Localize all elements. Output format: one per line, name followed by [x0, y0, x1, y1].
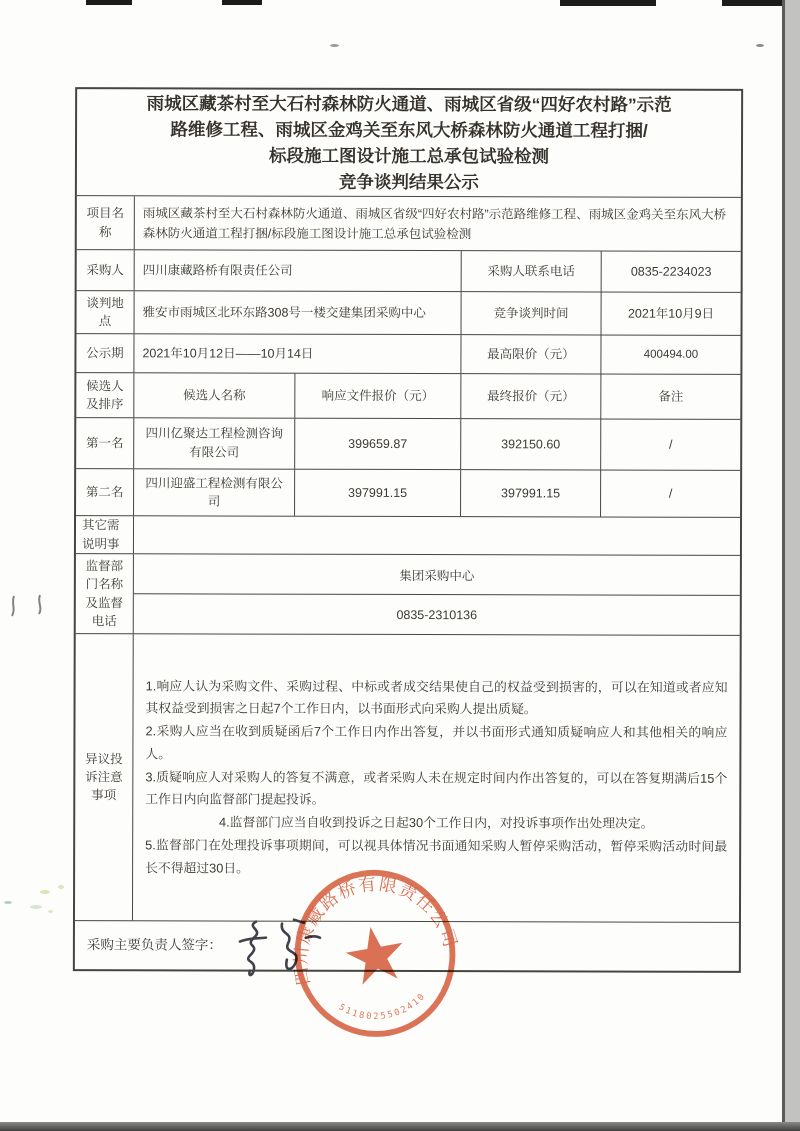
- supervision-phone: 0835-2310136: [396, 607, 478, 622]
- candidate-name: 四川亿聚达工程检测咨询有限公司: [134, 418, 295, 468]
- candidate-rank: 第一名: [76, 418, 134, 468]
- purchaser-phone-value: 0835-2234023: [630, 264, 712, 279]
- row-purchaser: [77, 250, 741, 293]
- supervision-department: 集团采购中心: [134, 554, 740, 596]
- title-line: 标段施工图设计施工总承包试验检测: [268, 145, 550, 167]
- scan-speck: [4, 901, 12, 904]
- objection-label: 异议投诉注意事项: [75, 634, 134, 920]
- candidate-final-price: 392150.60: [461, 419, 601, 469]
- announcement-table: [73, 87, 743, 973]
- row-candidates-header: [76, 373, 740, 420]
- scan-speck: [30, 905, 42, 909]
- objection-item: 2.采购人应当在收到质疑函后7个工作日内作出答复，并以书面形式通知质疑响应人和其他相关的响应人。: [145, 723, 728, 762]
- col-header-final-price: 最终报价（元）: [461, 374, 601, 418]
- scan-speck: [58, 885, 64, 889]
- margin-pen-mark: [6, 592, 56, 622]
- scan-speck: [48, 910, 53, 913]
- max-price-label: 最高限价（元）: [461, 335, 601, 373]
- negotiation-place-value: 雅安市雨城区北环东路308号一楼交建集团采购中心: [135, 291, 462, 334]
- project-name-value: 雨城区藏茶村至大石村森林防火通道、雨城区省级“四好农村路”示范路维修工程、雨城区金鸡关至东风大桥森林防火通道工程打捆/标段施工图设计施工总承包试验检测: [142, 205, 727, 241]
- objection-item: 5.监督部门在处理投诉事项期间，可以视具体情况书面通知采购人暂停采购活动，暂停采购活动时间最长不得超过30日。: [145, 837, 728, 876]
- publicity-label: 公示期: [76, 334, 134, 372]
- paper-bottom-edge: [0, 1122, 800, 1131]
- scan-speck: [330, 44, 339, 47]
- row-other-notes: [76, 516, 740, 556]
- candidate-bid-price: 399659.87: [295, 419, 461, 469]
- company-seal: [277, 853, 473, 1054]
- negotiation-time-label: 竞争谈判时间: [462, 292, 602, 334]
- candidate-rank: 第二名: [76, 469, 134, 515]
- row-project-name: [77, 196, 741, 252]
- scan-edge-artifact: [722, 0, 782, 6]
- candidate-name: 四川迎盛工程检测有限公司: [134, 469, 295, 515]
- supervision-values: [134, 554, 740, 635]
- scan-edge-artifact: [222, 0, 262, 5]
- col-header-note: 备注: [658, 389, 684, 404]
- candidate-note: /: [668, 486, 673, 501]
- max-price-value: 400494.00: [643, 348, 699, 361]
- scan-edge-artifact: [86, 0, 132, 5]
- purchaser-value: 四川康藏路桥有限责任公司: [135, 250, 462, 291]
- candidate-bid-price: 397991.15: [295, 470, 461, 516]
- title-line: 雨城区藏茶村至大石村森林防火通道、雨城区省级“四好农村路”示范: [146, 93, 672, 115]
- other-notes-label: 其它需说明事: [76, 516, 134, 553]
- purchaser-phone-label: 采购人联系电话: [462, 251, 602, 291]
- seal-company-text: 四川康藏路桥有限责任公司: [290, 873, 462, 987]
- scan-background: [785, 0, 800, 1131]
- seal-star: [342, 922, 408, 987]
- row-publicity: [76, 334, 740, 375]
- row-negotiation: [77, 291, 741, 336]
- objection-item: 1.响应人认为采购文件、采购过程、中标或者成交结果使自己的权益受到损害的，可以在知道或者应知其权益受到损害之日起7个工作日内，以书面形式向采购人提出质疑。: [145, 677, 728, 717]
- purchaser-label: 采购人: [77, 250, 135, 290]
- row-supervision: [76, 554, 740, 636]
- objection-item: 4.监督部门应当自收到投诉之日起30个工作日内，对投诉事项作出处理决定。: [218, 814, 654, 831]
- title-line: 竞争谈判结果公示: [338, 171, 479, 193]
- document-title: [77, 89, 741, 198]
- title-line: 路维修工程、雨城区金鸡关至东风大桥森林防火通道工程打捆/: [170, 119, 648, 141]
- seal-code-text: 5118025502410: [336, 990, 429, 1023]
- project-name-label: 项目名称: [77, 196, 135, 249]
- col-header-candidate-name: 候选人名称: [134, 373, 295, 417]
- candidates-label: 候选人及排序: [76, 373, 134, 417]
- supervision-label: 监督部门名称及监督电话: [76, 554, 134, 633]
- negotiation-place-label: 谈判地点: [77, 291, 135, 333]
- scan-speck: [756, 44, 764, 47]
- table-row-candidate-1: [76, 418, 740, 471]
- candidate-note: /: [668, 437, 673, 452]
- negotiation-time-value: 2021年10月9日: [627, 306, 715, 321]
- col-header-bid-price: 响应文件报价（元）: [295, 374, 461, 418]
- objection-item: 3.质疑响应人对采购人的答复不满意，或者采购人未在规定时间内作出答复的，可以在答复期满后15个工作日内向监督部门提起投诉。: [145, 768, 728, 808]
- scan-edge-artifact: [560, 0, 656, 6]
- scan-speck: [40, 890, 50, 894]
- table-row-candidate-2: [76, 469, 740, 518]
- signature-label: 采购主要负责人签字：: [86, 937, 222, 953]
- other-notes-value: [134, 516, 740, 555]
- publicity-value: 2021年10月12日——10月14日: [134, 334, 461, 373]
- candidate-final-price: 397991.15: [461, 470, 601, 516]
